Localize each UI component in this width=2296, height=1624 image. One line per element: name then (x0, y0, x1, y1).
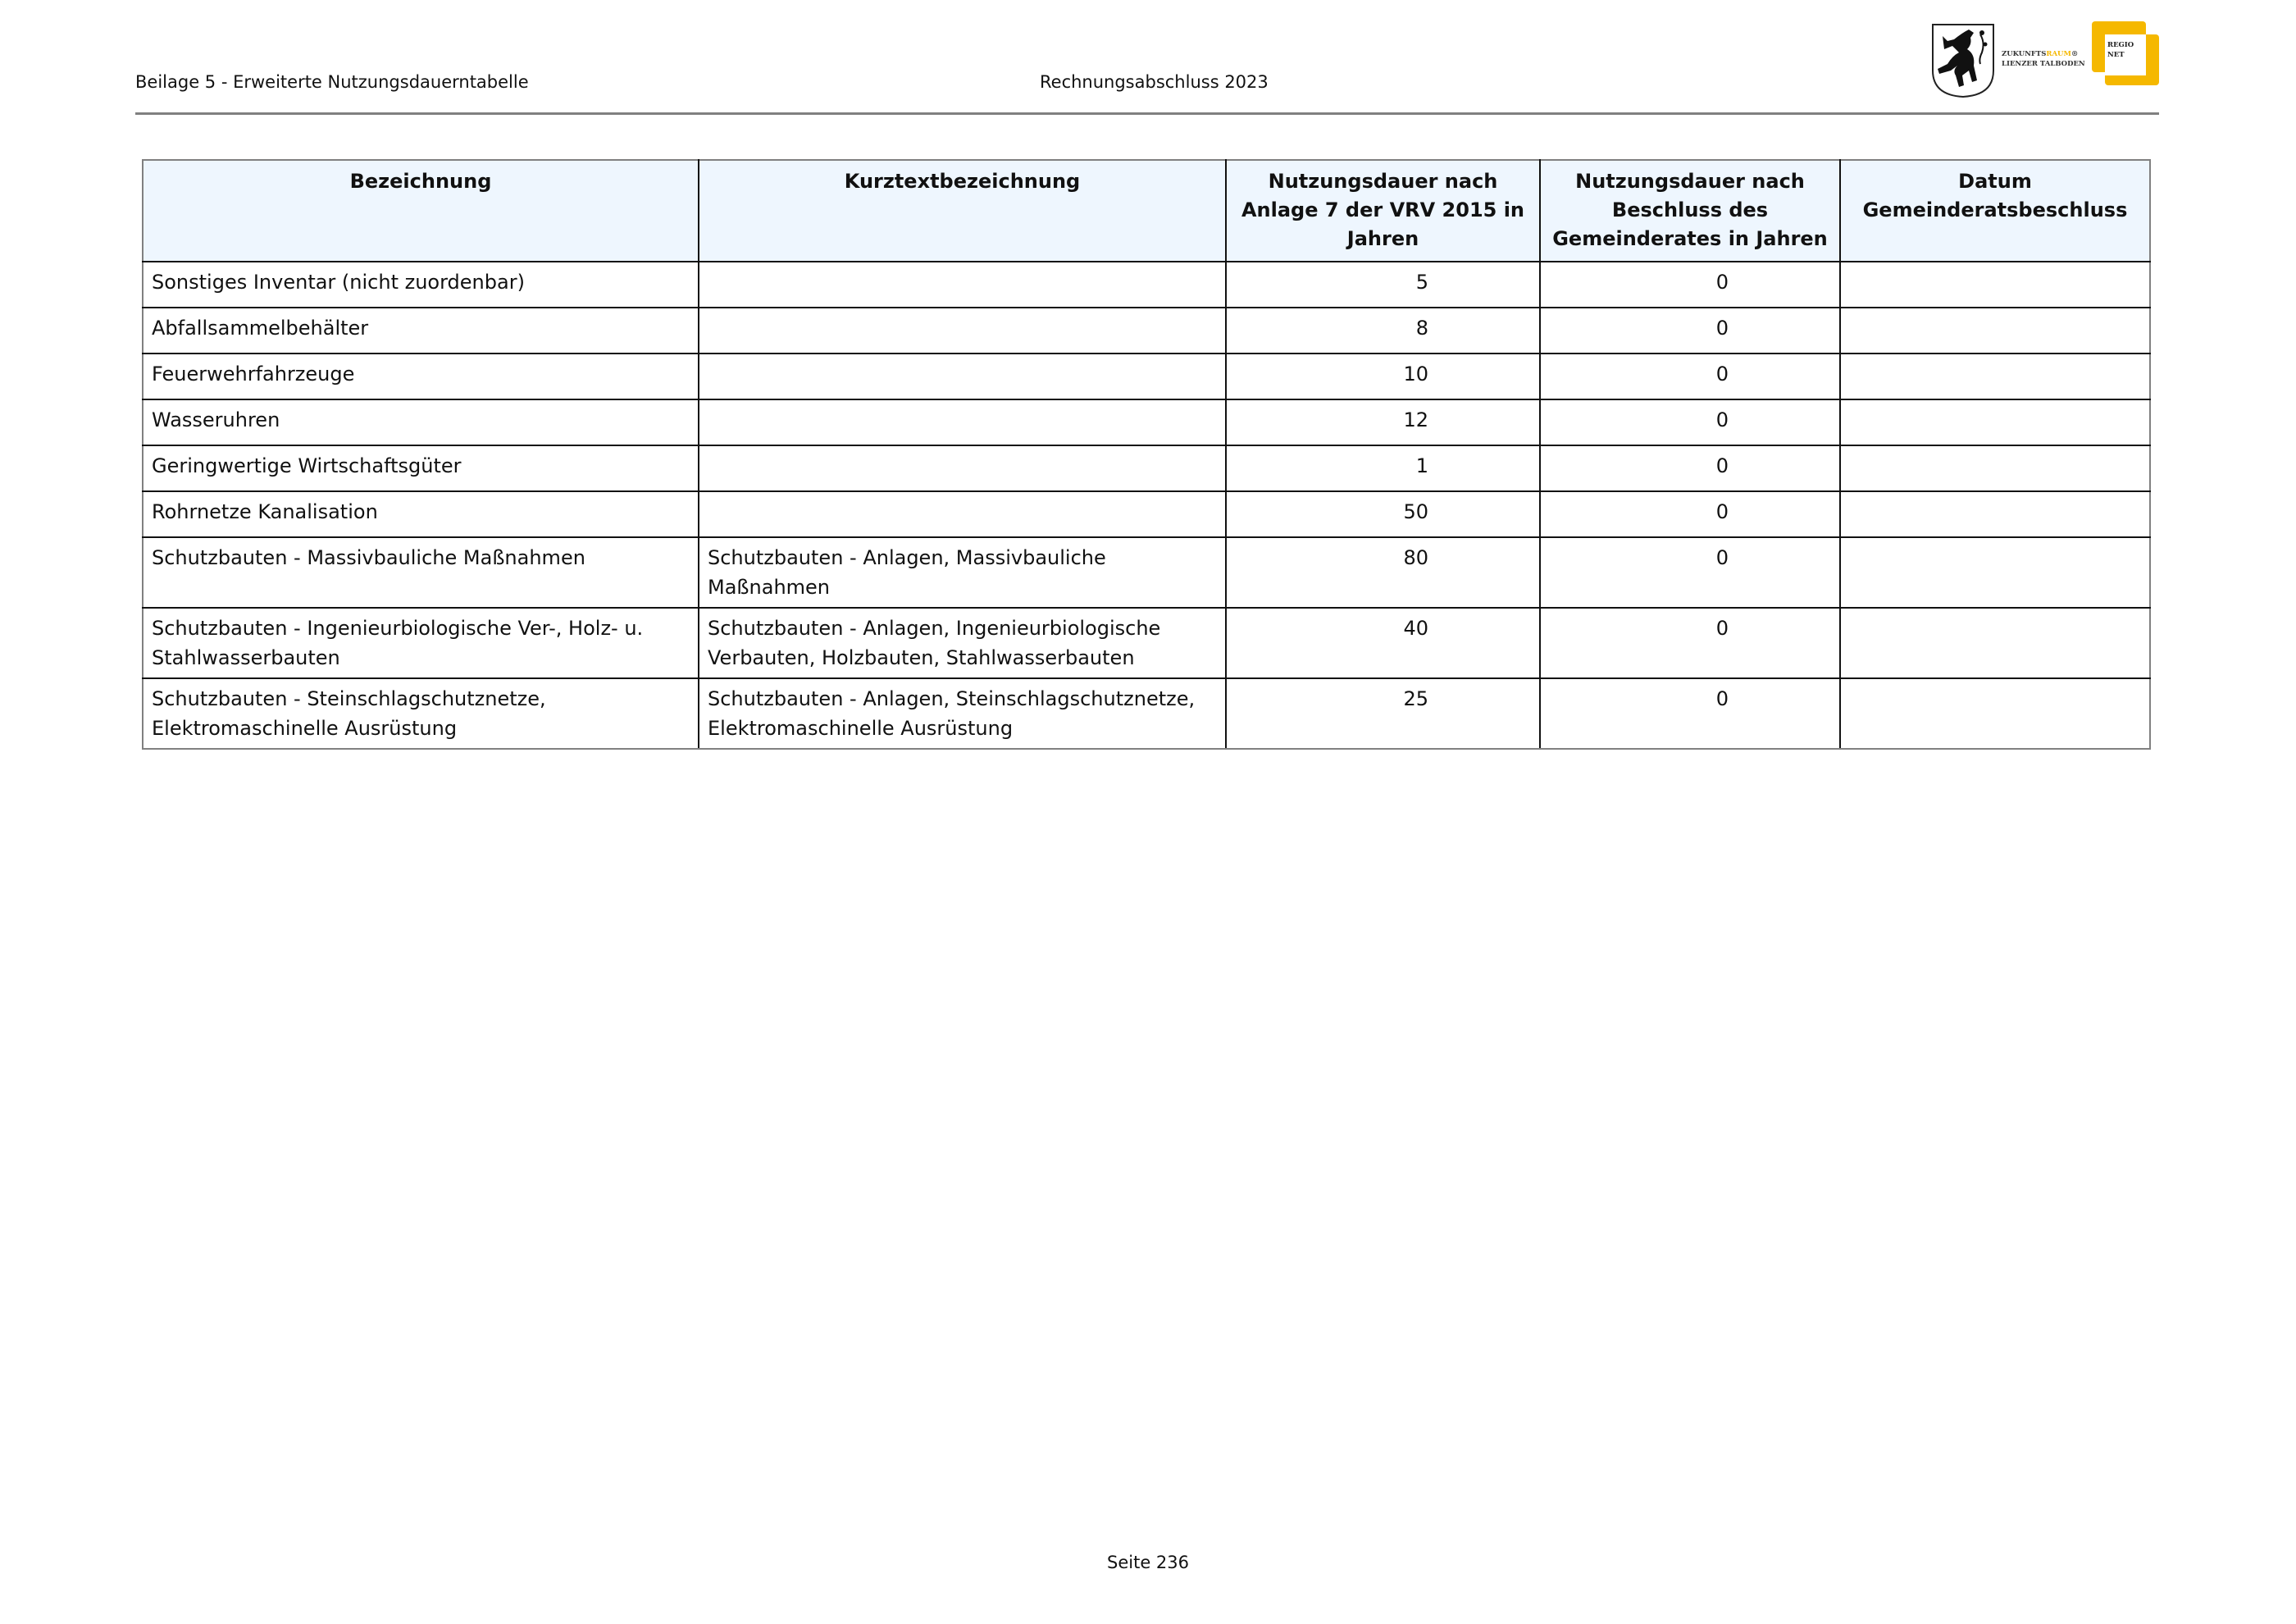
column-header-kurztext: Kurztextbezeichnung (699, 160, 1226, 262)
column-header-council-duration: Nutzungsdauer nach Beschluss des Gemeinderates in Jahren (1540, 160, 1840, 262)
cell-vrv-duration: 40 (1226, 608, 1540, 678)
cell-vrv-duration: 50 (1226, 491, 1540, 537)
table-row (143, 354, 2150, 399)
page-number: Seite 236 (1107, 1553, 1189, 1572)
table-row (143, 262, 2150, 308)
cell-kurztext (699, 262, 1226, 308)
document-section-title: Beilage 5 - Erweiterte Nutzungsdauerntabelle (135, 72, 529, 92)
cell-bezeichnung: Rohrnetze Kanalisation (143, 491, 699, 537)
cell-council-duration: 0 (1540, 678, 1840, 749)
logo (1931, 21, 2161, 100)
regionet-text-line2: NET (2107, 51, 2125, 59)
column-header-council-date: Datum Gemeinderatsbeschluss (1840, 160, 2150, 262)
cell-vrv-duration: 10 (1226, 354, 1540, 399)
cell-council-duration: 0 (1540, 537, 1840, 608)
cell-council-date (1840, 399, 2150, 445)
cell-council-duration: 0 (1540, 308, 1840, 354)
cell-council-duration: 0 (1540, 491, 1840, 537)
table-row (143, 608, 2150, 678)
table-header-row (143, 160, 2150, 262)
table-row (143, 445, 2150, 491)
table-row (143, 537, 2150, 608)
cell-council-date (1840, 262, 2150, 308)
cell-vrv-duration: 25 (1226, 678, 1540, 749)
document-title: Rechnungsabschluss 2023 (1040, 72, 1269, 92)
cell-council-date (1840, 491, 2150, 537)
cell-kurztext: Schutzbauten - Anlagen, Steinschlagschutznetze, Elektromaschinelle Ausrüstung (699, 678, 1226, 749)
cell-council-duration: 0 (1540, 445, 1840, 491)
header-divider (135, 112, 2159, 115)
brand-wordmark (2002, 49, 2085, 69)
cell-council-date (1840, 354, 2150, 399)
coat-of-arms-icon (1931, 23, 1995, 98)
cell-vrv-duration: 12 (1226, 399, 1540, 445)
table-row (143, 491, 2150, 537)
cell-kurztext (699, 491, 1226, 537)
cell-kurztext: Schutzbauten - Anlagen, Ingenieurbiologische Verbauten, Holzbauten, Stahlwasserbauten (699, 608, 1226, 678)
cell-kurztext (699, 308, 1226, 354)
cell-bezeichnung: Geringwertige Wirtschaftsgüter (143, 445, 699, 491)
cell-council-date (1840, 537, 2150, 608)
column-header-bezeichnung: Bezeichnung (143, 160, 699, 262)
useful-life-table (142, 159, 2151, 750)
table-row (143, 308, 2150, 354)
cell-bezeichnung: Wasseruhren (143, 399, 699, 445)
cell-council-date (1840, 678, 2150, 749)
regionet-logo-icon (2092, 21, 2161, 87)
cell-bezeichnung: Sonstiges Inventar (nicht zuordenbar) (143, 262, 699, 308)
brand-text-zukunfts: ZUKUNFTS (2002, 50, 2047, 58)
cell-council-duration: 0 (1540, 262, 1840, 308)
cell-council-date (1840, 608, 2150, 678)
cell-kurztext (699, 445, 1226, 491)
table-row (143, 399, 2150, 445)
cell-bezeichnung: Schutzbauten - Steinschlagschutznetze, Elektromaschinelle Ausrüstung (143, 678, 699, 749)
cell-council-duration: 0 (1540, 608, 1840, 678)
cell-bezeichnung: Feuerwehrfahrzeuge (143, 354, 699, 399)
cell-council-date (1840, 308, 2150, 354)
cell-vrv-duration: 5 (1226, 262, 1540, 308)
brand-text-region: LIENZER TALBODEN (2002, 60, 2085, 68)
cell-vrv-duration: 1 (1226, 445, 1540, 491)
cell-vrv-duration: 8 (1226, 308, 1540, 354)
brand-registered-mark: ® (2070, 50, 2079, 58)
cell-kurztext (699, 354, 1226, 399)
cell-council-date (1840, 445, 2150, 491)
cell-kurztext (699, 399, 1226, 445)
cell-vrv-duration: 80 (1226, 537, 1540, 608)
brand-text-raum: RAUM (2046, 50, 2071, 58)
cell-kurztext: Schutzbauten - Anlagen, Massivbauliche Maßnahmen (699, 537, 1226, 608)
cell-bezeichnung: Schutzbauten - Massivbauliche Maßnahmen (143, 537, 699, 608)
regionet-text-line1: REGIO (2107, 41, 2134, 49)
cell-council-duration: 0 (1540, 354, 1840, 399)
cell-bezeichnung: Schutzbauten - Ingenieurbiologische Ver-, Holz- u. Stahlwasserbauten (143, 608, 699, 678)
cell-bezeichnung: Abfallsammelbehälter (143, 308, 699, 354)
table-row (143, 678, 2150, 749)
cell-council-duration: 0 (1540, 399, 1840, 445)
column-header-vrv-duration: Nutzungsdauer nach Anlage 7 der VRV 2015 in Jahren (1226, 160, 1540, 262)
